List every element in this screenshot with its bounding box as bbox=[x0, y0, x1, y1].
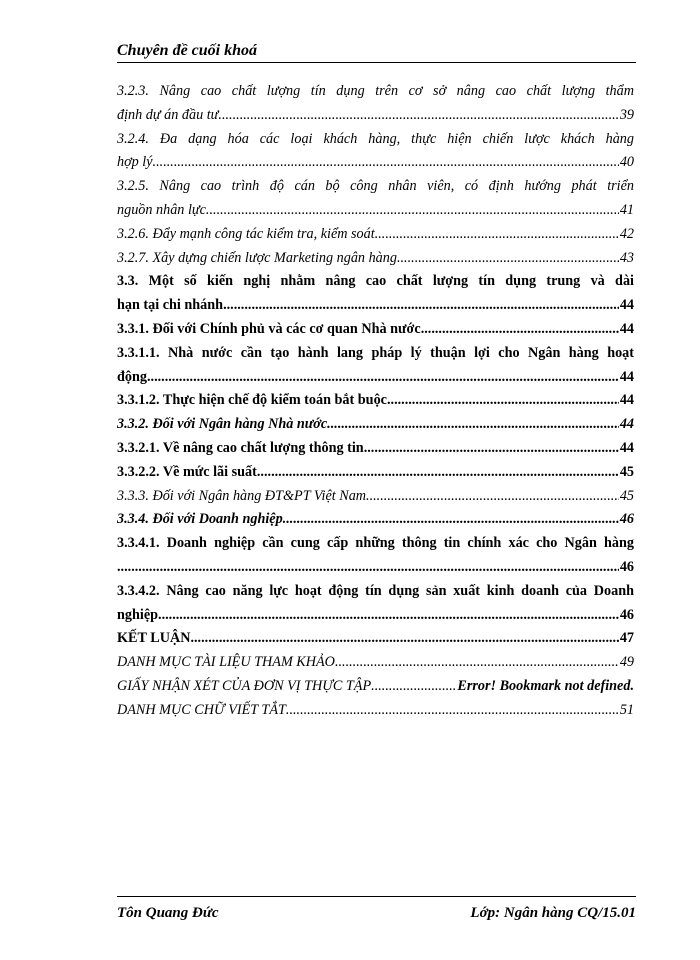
toc-entry-title: 3.3.4. Đối với Doanh nghiệp bbox=[117, 511, 283, 528]
toc-entry-title: 3.2.5. Nâng cao trình độ cán bộ công nhân viên, có định hướng phát triển bbox=[117, 178, 634, 195]
toc-page-number: 44 bbox=[619, 320, 634, 337]
toc-page-number: 45 bbox=[619, 487, 634, 504]
dot-leader bbox=[364, 437, 619, 461]
dot-leader bbox=[366, 485, 619, 509]
toc-page-number: 46 bbox=[619, 511, 634, 528]
toc-page-number: 43 bbox=[619, 249, 634, 266]
toc-entry-title: 3.2.6. Đẩy mạnh công tác kiểm tra, kiểm soát. bbox=[117, 225, 379, 242]
header-title: Chuyên đề cuối khoá bbox=[117, 42, 258, 59]
header-divider bbox=[117, 62, 636, 63]
toc-entry-title: hợp lý. bbox=[117, 154, 157, 171]
toc-page-number: 44 bbox=[619, 368, 634, 385]
toc-entry[interactable] bbox=[117, 128, 634, 176]
toc-page-number: 47 bbox=[619, 630, 634, 647]
toc-entry[interactable] bbox=[117, 508, 634, 532]
dot-leader bbox=[223, 294, 619, 318]
dot-leader bbox=[156, 151, 619, 175]
toc-entry-title: nguồn nhân lực. bbox=[117, 201, 210, 218]
dot-leader bbox=[147, 366, 619, 390]
dot-leader bbox=[421, 318, 619, 342]
toc-entry[interactable] bbox=[117, 175, 634, 223]
toc-entry-title: 3.3.1.1. Nhà nước cần tạo hành lang pháp lý thuận lợi cho Ngân hàng hoạt bbox=[117, 344, 634, 361]
footer-author: Tôn Quang Đức bbox=[117, 905, 219, 921]
toc-entry-title: 3.3.4.2. Nâng cao năng lực hoạt động tín dụng sản xuất kinh doanh của Doanh bbox=[117, 582, 634, 599]
dot-leader bbox=[222, 104, 619, 128]
toc-page-number: 45 bbox=[619, 463, 634, 480]
footer-divider bbox=[117, 896, 636, 897]
toc-entry[interactable] bbox=[117, 580, 634, 628]
toc-entry[interactable] bbox=[117, 247, 634, 271]
toc-page-number: 40 bbox=[619, 154, 634, 171]
toc-page-number: 44 bbox=[619, 392, 634, 409]
toc-entry-title: 3.3.2. Đối với Ngân hàng Nhà nước bbox=[117, 416, 328, 433]
toc-entry-title: 3.3.2.1. Về nâng cao chất lượng thông tin bbox=[117, 439, 364, 456]
toc-entry-title: 3.2.3. Nâng cao chất lượng tín dụng trên cơ sở nâng cao chất lượng thẩm bbox=[117, 83, 634, 99]
toc-entry[interactable] bbox=[117, 437, 634, 461]
dot-leader bbox=[371, 675, 456, 699]
toc-page-number: 46 bbox=[619, 558, 634, 575]
dot-leader bbox=[158, 604, 619, 628]
dot-leader bbox=[335, 651, 619, 675]
toc-entry-title: DANH MỤC CHỮ VIẾT TẮT bbox=[117, 701, 286, 718]
dot-leader bbox=[387, 389, 619, 413]
toc-entry-title: 3.3.1.2. Thực hiện chế độ kiểm toán bắt buộc bbox=[117, 392, 387, 409]
toc-page-number: 44 bbox=[619, 297, 634, 314]
toc-entry[interactable] bbox=[117, 675, 634, 699]
table-of-contents bbox=[117, 80, 634, 723]
toc-page-number: 51 bbox=[619, 701, 634, 718]
toc-page-number: 39 bbox=[619, 106, 634, 123]
toc-entry-title: 3.3.1. Đối với Chính phủ và các cơ quan Nhà nước bbox=[117, 320, 421, 337]
toc-entry-title: 3.2.7. Xây dựng chiến lược Marketing ngân hàng. bbox=[117, 249, 401, 266]
dot-leader bbox=[378, 223, 619, 247]
dot-leader bbox=[327, 413, 619, 437]
toc-entry-title: 3.3. Một số kiến nghị nhằm nâng cao chất lượng tín dụng trung và dài bbox=[117, 273, 634, 290]
dot-leader bbox=[117, 556, 619, 580]
toc-page-number: 42 bbox=[619, 225, 634, 242]
toc-entry[interactable] bbox=[117, 651, 634, 675]
toc-page-number: 44 bbox=[619, 416, 634, 433]
page-header bbox=[117, 41, 636, 61]
toc-entry[interactable] bbox=[117, 627, 634, 651]
toc-entry[interactable] bbox=[117, 699, 634, 723]
toc-page-number: Error! Bookmark not defined. bbox=[457, 677, 634, 694]
toc-entry-title: hạn tại chi nhánh bbox=[117, 297, 224, 314]
dot-leader bbox=[190, 627, 618, 651]
toc-entry-title: DANH MỤC TÀI LIỆU THAM KHẢO bbox=[117, 654, 335, 671]
toc-entry[interactable] bbox=[117, 80, 634, 128]
toc-entry[interactable] bbox=[117, 342, 634, 390]
toc-entry[interactable] bbox=[117, 532, 634, 580]
toc-entry[interactable] bbox=[117, 270, 634, 318]
toc-page-number: 49 bbox=[619, 654, 634, 671]
toc-entry-title: động bbox=[117, 368, 147, 385]
dot-leader bbox=[283, 508, 619, 532]
toc-entry-title: GIẤY NHẬN XÉT CỦA ĐƠN VỊ THỰC TẬP bbox=[117, 677, 372, 694]
toc-page-number: 44 bbox=[619, 439, 634, 456]
dot-leader bbox=[401, 247, 619, 271]
footer-class: Lớp: Ngân hàng CQ/15.01 bbox=[470, 905, 636, 921]
toc-page-number: 41 bbox=[619, 201, 634, 218]
toc-page-number: 46 bbox=[619, 606, 634, 623]
toc-entry-title: 3.3.4.1. Doanh nghiệp cần cung cấp những thông tin chính xác cho Ngân hàng bbox=[117, 535, 634, 552]
toc-entry[interactable] bbox=[117, 223, 634, 247]
toc-entry-title: 3.2.4. Đa dạng hóa các loại khách hàng, thực hiện chiến lược khách hàng bbox=[117, 130, 634, 147]
toc-entry-title: nghiệp bbox=[117, 606, 159, 623]
toc-entry[interactable] bbox=[117, 389, 634, 413]
toc-entry[interactable] bbox=[117, 413, 634, 437]
toc-entry[interactable] bbox=[117, 318, 634, 342]
dot-leader bbox=[286, 699, 619, 723]
dot-leader bbox=[257, 461, 619, 485]
toc-entry-title: KẾT LUẬN bbox=[117, 630, 191, 647]
toc-entry-title: 3.3.3. Đối với Ngân hàng ĐT&PT Việt Nam bbox=[117, 487, 367, 504]
toc-entry[interactable] bbox=[117, 485, 634, 509]
toc-entry-title: 3.3.2.2. Về mức lãi suất bbox=[117, 463, 257, 480]
dot-leader bbox=[209, 199, 618, 223]
toc-entry[interactable] bbox=[117, 461, 634, 485]
toc-entry-title: định dự án đầu tư. bbox=[117, 106, 222, 123]
